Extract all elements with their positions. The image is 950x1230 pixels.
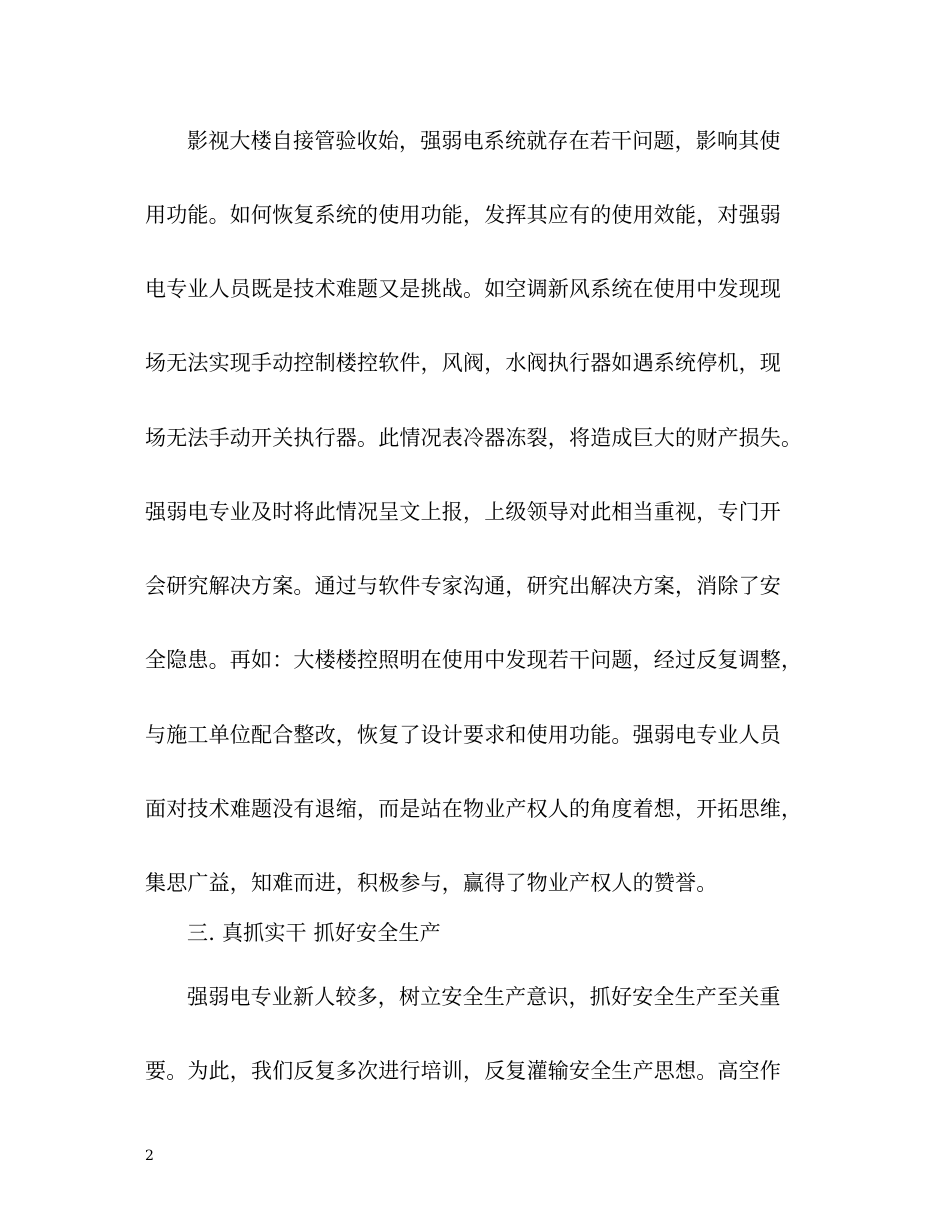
- paragraph-line: 会研究解决方案。通过与软件专家沟通，研究出解决方案，消除了安: [145, 574, 781, 598]
- paragraph-line: 与施工单位配合整改，恢复了设计要求和使用功能。强弱电专业人员: [145, 723, 781, 747]
- paragraph-line: 集思广益，知难而进，积极参与，赢得了物业产权人的赞誉。: [145, 871, 718, 895]
- paragraph-line: 强弱电专业新人较多，树立安全生产意识，抓好安全生产至关重: [187, 985, 781, 1009]
- paragraph-line: 面对技术难题没有退缩，而是站在物业产权人的角度着想，开拓思维，: [145, 797, 803, 821]
- paragraph-line: 影视大楼自接管验收始，强弱电系统就存在若干问题，影响其使: [187, 129, 781, 153]
- paragraph-line: 强弱电专业及时将此情况呈文上报，上级领导对此相当重视，专门开: [145, 500, 781, 524]
- paragraph-line: 电专业人员既是技术难题又是挑战。如空调新风系统在使用中发现现: [145, 277, 781, 301]
- paragraph-line: 场无法实现手动控制楼控软件，风阀，水阀执行器如遇系统停机，现: [145, 351, 781, 375]
- section-heading: 三. 真抓实干 抓好安全生产: [187, 921, 441, 945]
- paragraph-line: 场无法手动开关执行器。此情况表冷器冻裂，将造成巨大的财产损失。: [145, 426, 803, 450]
- paragraph-line: 全隐患。再如：大楼楼控照明在使用中发现若干问题，经过反复调整，: [145, 648, 803, 672]
- paragraph-line: 要。为此，我们反复多次进行培训，反复灌输安全生产思想。高空作: [145, 1059, 781, 1083]
- page-number: 2: [145, 1148, 154, 1164]
- paragraph-line: 用功能。如何恢复系统的使用功能，发挥其应有的使用效能，对强弱: [145, 203, 781, 227]
